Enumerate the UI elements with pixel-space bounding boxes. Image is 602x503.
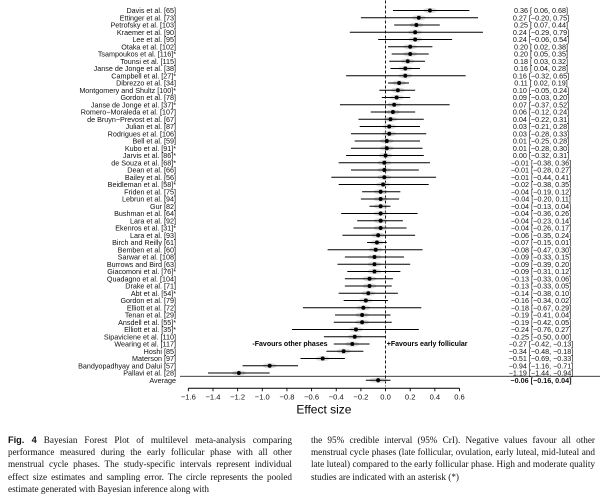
study-label: Ekenros et al. [31]* bbox=[115, 223, 176, 233]
study-label: Lebrun et al. [94] bbox=[122, 194, 176, 204]
point-estimate bbox=[397, 81, 401, 85]
study-label: Petrofsky et al. [103] bbox=[110, 20, 176, 30]
study-label: Gur [82] bbox=[150, 201, 176, 211]
ci-value-text: 0.03 [−0.21, 0.28] bbox=[512, 122, 570, 132]
study-label: Davis et al. [65] bbox=[126, 6, 176, 16]
point-estimate bbox=[392, 103, 396, 107]
study-row bbox=[124, 325, 571, 334]
point-estimate bbox=[387, 132, 391, 136]
point-estimate bbox=[353, 335, 357, 339]
study-label: de Bruyn−Prevost et al. [67] bbox=[87, 114, 176, 124]
study-label: Ansdell et al. [55]* bbox=[118, 317, 176, 327]
study-label: Materson [97] bbox=[132, 354, 176, 364]
ci-value-text: −0.04 [−0.13, 0.04] bbox=[510, 201, 572, 211]
point-estimate bbox=[372, 255, 376, 259]
ci-value-text: 0.11 [ 0.02, 0.19] bbox=[514, 78, 568, 88]
study-label: Tounsi et al. [115] bbox=[120, 56, 176, 66]
point-estimate bbox=[403, 74, 407, 78]
ci-value-text: −0.16 [−0.34, 0.02] bbox=[510, 296, 572, 306]
study-row bbox=[118, 318, 571, 327]
point-estimate bbox=[385, 146, 389, 150]
figure-label: Fig. 4 bbox=[8, 435, 37, 445]
ci-value-text: −0.02 [−0.38, 0.35] bbox=[510, 180, 572, 190]
ci-value-text: 0.06 [−0.12, 0.24] bbox=[512, 107, 570, 117]
study-label: Dibrezzo et al. [34] bbox=[116, 78, 176, 88]
study-row bbox=[116, 79, 568, 88]
point-estimate bbox=[408, 45, 412, 49]
ci-value-text: 0.36 [ 0.06, 0.68] bbox=[514, 6, 568, 16]
study-label: Burrows and Bird [63] bbox=[106, 259, 176, 269]
point-estimate bbox=[417, 16, 421, 20]
ci-value-text: −1.19 [−1.44, −0.94] bbox=[508, 368, 574, 378]
x-tick-label: −1.2 bbox=[230, 392, 246, 402]
study-row bbox=[120, 57, 568, 66]
point-estimate bbox=[387, 125, 391, 129]
study-label: Otaka et al. [102] bbox=[121, 42, 176, 52]
point-estimate bbox=[379, 212, 383, 216]
study-row bbox=[108, 129, 569, 138]
point-estimate bbox=[237, 371, 241, 375]
point-estimate bbox=[361, 306, 365, 310]
study-label: Bailey et al. [56] bbox=[124, 172, 176, 182]
ci-value-text: −0.06 [−0.16, 0.04] bbox=[510, 375, 572, 385]
ci-value-text: −0.06 [−0.35, 0.24] bbox=[510, 230, 572, 240]
study-label: Beidleman et al. [58]* bbox=[107, 180, 176, 190]
ci-value-text: −0.94 [−1.16, −0.71] bbox=[508, 361, 574, 371]
study-label: Friden et al. [75] bbox=[124, 187, 176, 197]
study-row bbox=[114, 209, 571, 218]
point-estimate bbox=[406, 59, 410, 63]
point-estimate bbox=[342, 349, 346, 353]
point-estimate bbox=[374, 248, 378, 252]
study-row bbox=[123, 151, 569, 160]
point-estimate bbox=[372, 270, 376, 274]
ci-value-text: 0.27 [−0.20, 0.75] bbox=[512, 13, 570, 23]
study-row bbox=[124, 187, 571, 196]
ci-value-text: 0.00 [−0.32, 0.31] bbox=[512, 151, 570, 161]
point-estimate bbox=[428, 9, 432, 13]
study-row bbox=[118, 253, 572, 262]
study-label: Pallavi et al. [28] bbox=[123, 368, 176, 378]
x-tick-label: 0.6 bbox=[454, 392, 465, 402]
study-row bbox=[121, 42, 568, 51]
study-label: Sipavicïene et al. [110] bbox=[103, 332, 176, 342]
ci-value-text: −0.24 [−0.76, 0.27] bbox=[510, 325, 572, 335]
point-estimate bbox=[376, 233, 380, 237]
favours-early-annotation: +Favours early follicular bbox=[386, 341, 468, 348]
study-row bbox=[125, 144, 569, 153]
ci-value-text: 0.03 [−0.28, 0.33] bbox=[512, 129, 570, 139]
x-tick-label: −0.6 bbox=[304, 392, 320, 402]
point-estimate bbox=[364, 299, 368, 303]
study-row bbox=[117, 28, 569, 37]
study-label: Sarwar et al. [108] bbox=[117, 252, 176, 262]
ci-value-text: 0.20 [ 0.05, 0.35] bbox=[514, 49, 568, 59]
ci-value-text: −0.09 [−0.39, 0.20] bbox=[510, 259, 572, 269]
study-row bbox=[120, 296, 571, 305]
study-label: Bell et al. [59] bbox=[132, 136, 176, 146]
ci-value-text: 0.16 [−0.32, 0.65] bbox=[512, 71, 570, 81]
ci-value-text: −0.25 [−0.50, 0.00] bbox=[510, 332, 572, 342]
study-row bbox=[112, 238, 571, 247]
point-estimate bbox=[375, 241, 379, 245]
point-estimate bbox=[368, 284, 372, 288]
ci-value-text: 0.24 [−0.06, 0.54] bbox=[512, 35, 570, 45]
x-tick-label: 0.2 bbox=[404, 392, 416, 402]
study-label: Lee et al. [95] bbox=[132, 35, 176, 45]
ci-value-text: −0.14 [−0.38, 0.10] bbox=[510, 288, 572, 298]
study-label: Montgomery and Shultz [100]* bbox=[79, 85, 176, 95]
study-label: Julian et al. [87] bbox=[125, 122, 176, 132]
study-row bbox=[127, 166, 571, 175]
caption-right-text: the 95% credible interval (95% CrI). Negative values favour all other menstrual cycle phases (late follicular, ovulation, early luteal, mid-luteal and late luteal) compared to the early follicular phase. High and moderate quality studies are indicated with an asterisk (*) bbox=[311, 435, 595, 482]
point-estimate bbox=[372, 262, 376, 266]
point-estimate bbox=[379, 204, 383, 208]
point-estimate bbox=[403, 67, 407, 71]
point-estimate bbox=[382, 161, 386, 165]
study-label: Bemben et al. [60] bbox=[117, 245, 176, 255]
ci-value-text: −0.08 [−0.47, 0.30] bbox=[510, 245, 572, 255]
study-row bbox=[107, 267, 571, 276]
study-label: Gordon et al. [78] bbox=[120, 93, 176, 103]
x-tick-label: −0.2 bbox=[353, 392, 369, 402]
ci-value-text: 0.01 [−0.25, 0.28] bbox=[512, 136, 570, 146]
ci-value-text: 0.10 [−0.05, 0.24] bbox=[512, 85, 570, 95]
point-estimate bbox=[368, 277, 372, 281]
point-estimate bbox=[354, 328, 358, 332]
point-estimate bbox=[382, 175, 386, 179]
study-label: Tsampoukos et al. [116]* bbox=[97, 49, 176, 59]
ci-value-text: −0.07 [−0.15, 0.01] bbox=[510, 238, 572, 248]
study-label: Kubo et al. [91]* bbox=[124, 143, 176, 153]
study-row bbox=[132, 35, 569, 44]
study-label: Hoshi [85] bbox=[143, 346, 176, 356]
ci-value-text: −0.09 [−0.31, 0.12] bbox=[510, 267, 572, 277]
study-label: Wearing et al. [117] bbox=[114, 339, 176, 349]
study-row bbox=[107, 274, 571, 283]
x-tick-label: −0.4 bbox=[328, 392, 344, 402]
study-label: Jarvis et al. [86]* bbox=[122, 151, 176, 161]
point-estimate bbox=[360, 313, 364, 317]
study-row bbox=[132, 354, 573, 363]
caption-left-column bbox=[8, 434, 292, 495]
ci-value-text: −0.34 [−0.48, −0.18] bbox=[508, 346, 574, 356]
point-estimate bbox=[360, 320, 364, 324]
x-tick-label: 0.4 bbox=[429, 392, 441, 402]
study-label: Elliott et al. [35]* bbox=[124, 325, 176, 335]
point-estimate bbox=[379, 197, 383, 201]
study-label: Birch and Reilly [61] bbox=[112, 238, 176, 248]
study-row bbox=[110, 21, 568, 30]
study-label: Dean et al. [66] bbox=[127, 165, 176, 175]
study-label: Gordon et al. [79] bbox=[120, 296, 176, 306]
x-tick-label: 0.0 bbox=[380, 392, 391, 402]
ci-value-text: −0.01 [−0.44, 0.41] bbox=[510, 172, 572, 182]
ci-value-text: 0.04 [−0.22, 0.31] bbox=[512, 114, 570, 124]
point-estimate bbox=[413, 38, 417, 42]
x-axis-label: Effect size bbox=[296, 402, 352, 417]
ci-value-text: −0.13 [−0.33, 0.06] bbox=[510, 274, 572, 284]
study-label: Bushman et al. [64] bbox=[114, 209, 176, 219]
ci-value-text: −0.04 [−0.26, 0.17] bbox=[510, 223, 572, 233]
point-estimate bbox=[385, 139, 389, 143]
x-tick-label: −0.8 bbox=[279, 392, 295, 402]
study-label: Rodrigues et al. [106] bbox=[107, 129, 176, 139]
point-estimate bbox=[376, 378, 380, 382]
study-label: Bandyopadhyay and Dalui [57] bbox=[78, 361, 176, 371]
study-rows bbox=[78, 1, 600, 387]
x-tick-label: −1.4 bbox=[205, 392, 221, 402]
x-tick-label: −1.6 bbox=[180, 392, 196, 402]
study-row bbox=[131, 289, 571, 298]
caption-left-text: Bayesian Forest Plot of multilevel meta-analysis comparing performance measured during the early follicular phase with all other menstrual cycle phases. The study-specific intervals represent individual effect size estimates and sampling error. The circle represents the pooled estimate generated with Bayesian inference along with bbox=[8, 435, 292, 494]
study-row bbox=[111, 71, 569, 80]
study-row bbox=[111, 158, 571, 167]
study-label: Lara et al. [93] bbox=[130, 230, 176, 240]
point-estimate bbox=[384, 154, 388, 158]
study-row bbox=[114, 340, 573, 349]
study-label: Abt et al. [54]* bbox=[130, 288, 176, 298]
ci-value-text: 0.18 [ 0.03, 0.32] bbox=[514, 56, 568, 66]
point-estimate bbox=[388, 117, 392, 121]
study-row bbox=[126, 6, 568, 15]
study-label: Kraemer et al. [90] bbox=[116, 27, 176, 37]
study-row bbox=[115, 224, 571, 233]
x-tick-label: −1.0 bbox=[254, 392, 270, 402]
ci-value-text: 0.16 [ 0.04, 0.28] bbox=[514, 64, 568, 74]
study-row bbox=[125, 173, 571, 182]
point-estimate bbox=[391, 110, 395, 114]
study-row bbox=[122, 195, 571, 204]
study-label: Ettinger et al. [73] bbox=[119, 13, 176, 23]
point-estimate bbox=[382, 168, 386, 172]
x-axis bbox=[181, 388, 465, 401]
study-row bbox=[150, 202, 571, 211]
favours-other-annotation: -Favours other phases bbox=[252, 341, 328, 348]
ci-value-text: −0.04 [−0.23, 0.14] bbox=[510, 216, 572, 226]
study-label: Lara et al. [92] bbox=[130, 216, 176, 226]
study-row bbox=[120, 13, 569, 22]
study-label: Elliott et al. [72] bbox=[126, 303, 176, 313]
study-label: Janse de Jonge et al. [37]* bbox=[90, 100, 176, 110]
study-row bbox=[125, 311, 571, 320]
study-row bbox=[132, 137, 569, 146]
study-label: de Souza et al. [68]* bbox=[111, 158, 176, 168]
ci-value-text: 0.07 [−0.37, 0.52] bbox=[512, 100, 570, 110]
ci-value-text: −0.27 [−0.42, −0.13] bbox=[508, 339, 574, 349]
study-label: Janse de Jonge et al. [38] bbox=[93, 64, 176, 74]
ci-value-text: −0.19 [−0.41, 0.04] bbox=[510, 310, 572, 320]
study-row bbox=[130, 216, 571, 225]
ci-value-text: −0.01 [−0.38, 0.36] bbox=[510, 158, 572, 168]
point-estimate bbox=[268, 364, 272, 368]
point-estimate bbox=[396, 88, 400, 92]
study-row bbox=[120, 93, 569, 102]
study-label: Tenan et al. [29] bbox=[124, 310, 176, 320]
study-label: Quadagno et al. [104] bbox=[106, 274, 176, 284]
ci-value-text: −0.18 [−0.67, 0.29] bbox=[510, 303, 572, 313]
point-estimate bbox=[381, 183, 385, 187]
ci-value-text: 0.24 [−0.29, 0.79] bbox=[512, 27, 570, 37]
ci-value-text: −0.04 [−0.20, 0.11] bbox=[511, 194, 571, 204]
study-row bbox=[107, 260, 571, 269]
ci-value-text: −0.13 [−0.33, 0.05] bbox=[510, 281, 572, 291]
ci-value-text: −0.01 [−0.28, 0.27] bbox=[510, 165, 572, 175]
ci-value-text: −0.19 [−0.42, 0.05] bbox=[510, 317, 572, 327]
point-estimate bbox=[350, 342, 354, 346]
point-estimate bbox=[408, 52, 412, 56]
ci-value-text: 0.01 [−0.28, 0.30] bbox=[512, 143, 570, 153]
ci-value-text: 0.25 [ 0.07, 0.44] bbox=[514, 20, 568, 30]
point-estimate bbox=[379, 226, 383, 230]
point-estimate bbox=[379, 190, 383, 194]
study-label: Romero−Moraleda et al. [107] bbox=[80, 107, 176, 117]
ci-value-text: −0.09 [−0.33, 0.15] bbox=[510, 252, 572, 262]
study-row bbox=[126, 122, 569, 131]
point-estimate bbox=[366, 291, 370, 295]
caption-right-column bbox=[311, 434, 595, 483]
study-label: Campbell et al. [27]* bbox=[111, 71, 176, 81]
point-estimate bbox=[395, 96, 399, 100]
study-label: Giacomoni et al. [76]* bbox=[107, 267, 176, 277]
ci-value-text: 0.20 [ 0.02, 0.38] bbox=[514, 42, 568, 52]
study-row bbox=[108, 180, 572, 189]
ci-value-text: −0.04 [−0.19, 0.12] bbox=[510, 187, 572, 197]
study-row bbox=[125, 282, 571, 291]
study-row bbox=[118, 245, 572, 254]
study-label: Average bbox=[149, 375, 176, 385]
point-estimate bbox=[321, 357, 325, 361]
ci-value-text: −0.04 [−0.36, 0.26] bbox=[510, 209, 572, 219]
point-estimate bbox=[379, 219, 383, 223]
study-row bbox=[127, 303, 571, 312]
point-estimate bbox=[413, 30, 417, 34]
study-row bbox=[130, 231, 571, 240]
study-label: Drake et al. [71] bbox=[125, 281, 176, 291]
point-estimate bbox=[414, 23, 418, 27]
ci-value-text: 0.09 [−0.03, 0.20] bbox=[512, 93, 570, 103]
ci-value-text: −0.51 [−0.69, −0.33] bbox=[508, 354, 574, 364]
